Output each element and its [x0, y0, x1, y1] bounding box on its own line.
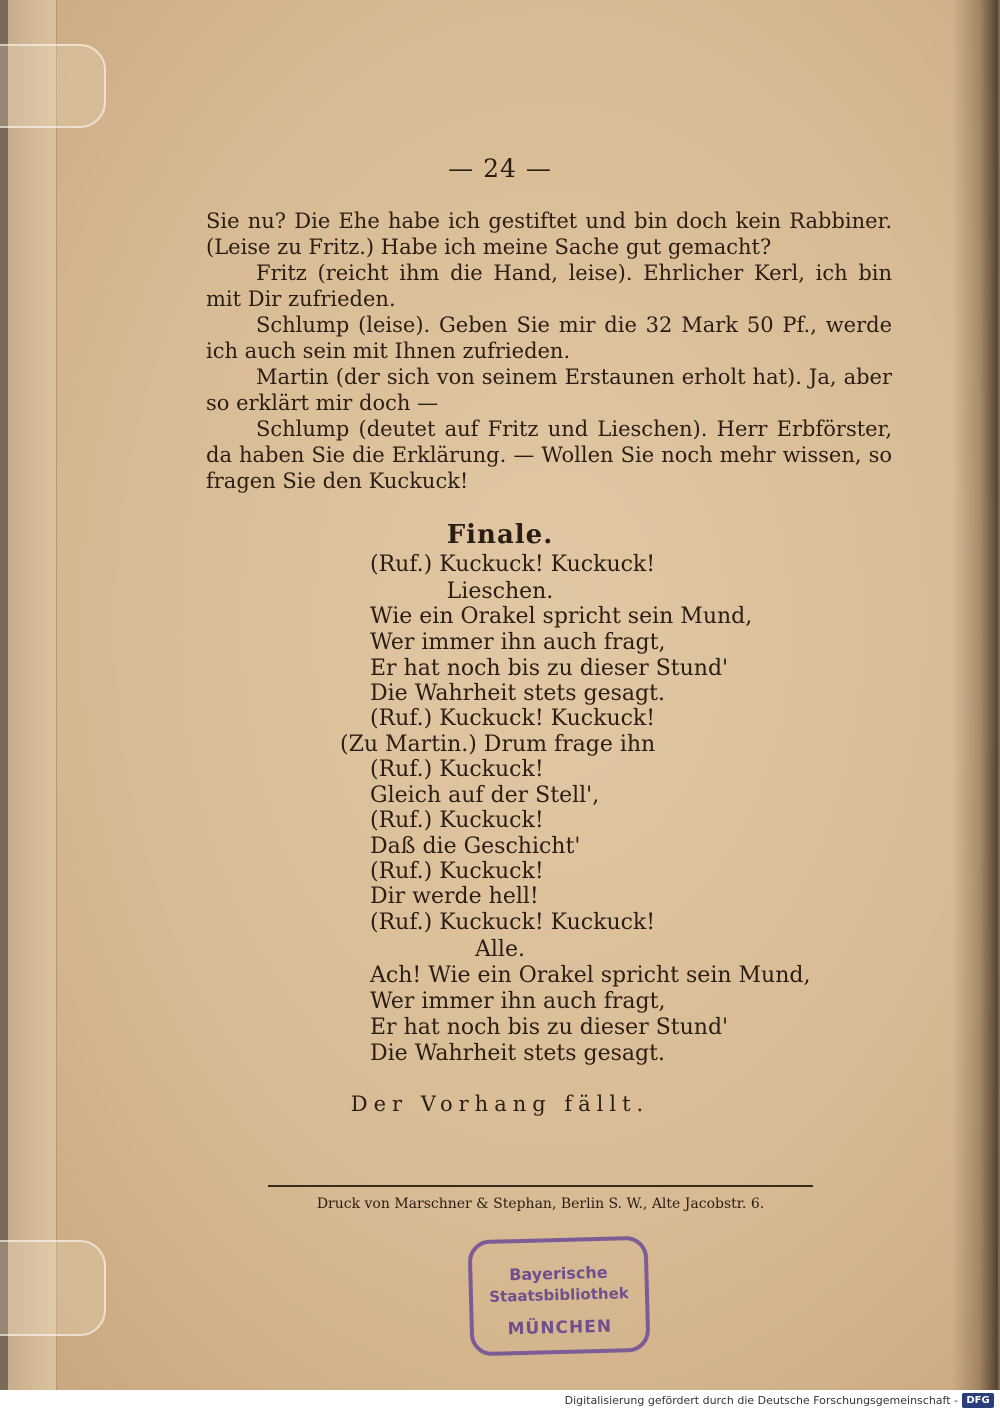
library-stamp [468, 1236, 651, 1357]
verse-line: (Ruf.) Kuckuck! [370, 808, 544, 833]
paragraph: Schlump (deutet auf Fritz und Lieschen). Herr Erbförster, da haben Sie die Erklärung. — Wollen Sie noch mehr wissen, so fragen Sie den Kuckuck! [206, 417, 892, 493]
clip-tab-top [0, 44, 106, 128]
verse-line: Daß die Geschicht' [370, 834, 581, 859]
finale-heading: Finale. [446, 520, 554, 550]
verse-line: Er hat noch bis zu dieser Stund' [370, 656, 729, 681]
stage-direction: Der Vorhang fällt. [350, 1092, 650, 1116]
digitization-footer [0, 1390, 1000, 1412]
stamp-line: Bayerische [508, 1262, 608, 1285]
paragraph: Fritz (reicht ihm die Hand, leise). Ehrlicher Kerl, ich bin mit Dir zufrieden. [206, 261, 892, 311]
verse-line: (Ruf.) Kuckuck! Kuckuck! [370, 706, 656, 731]
verse-line: Die Wahrheit stets gesagt. [370, 1041, 665, 1066]
page-number: — 24 — [448, 154, 552, 183]
verse-line: (Ruf.) Kuckuck! Kuckuck! [370, 552, 656, 577]
speaker-label: Lieschen. [446, 579, 554, 604]
spine-shadow [952, 0, 998, 1390]
stamp-line: MÜNCHEN [507, 1316, 613, 1340]
verse-line: (Ruf.) Kuckuck! [370, 757, 544, 782]
printer-imprint: Druck von Marschner & Stephan, Berlin S. W., Alte Jacobstr. 6. [316, 1196, 765, 1212]
footer-credit: Digitalisierung gefördert durch die Deutsche Forschungsgemeinschaft - [564, 1394, 958, 1407]
verse-line: Die Wahrheit stets gesagt. [370, 681, 665, 706]
verse-line: (Zu Martin.) Drum frage ihn [340, 732, 656, 757]
verse-line: Er hat noch bis zu dieser Stund' [370, 1015, 729, 1040]
verse-line: Wie ein Orakel spricht sein Mund, [370, 604, 753, 629]
paragraph: Martin (der sich von seinem Erstaunen erholt hat). Ja, aber so erklärt mir doch — [206, 365, 892, 415]
verse-line: Wer immer ihn auch fragt, [370, 630, 666, 655]
speaker-label: Alle. [475, 937, 525, 962]
verse-line: Gleich auf der Stell', [370, 783, 600, 808]
stamp-line: Staatsbibliothek [488, 1284, 629, 1306]
dfg-logo-icon: DFG [962, 1393, 994, 1408]
imprint-rule [268, 1185, 813, 1187]
clip-tab-bottom [0, 1240, 106, 1336]
paragraph: Schlump (leise). Geben Sie mir die 32 Mark 50 Pf., werde ich auch sein mit Ihnen zufrieden. [206, 313, 892, 363]
verse-line: (Ruf.) Kuckuck! [370, 859, 544, 884]
page-edge [8, 0, 57, 1390]
verse-line: Wer immer ihn auch fragt, [370, 989, 666, 1014]
verse-line: Ach! Wie ein Orakel spricht sein Mund, [370, 963, 811, 988]
dialogue-block [206, 208, 892, 494]
paragraph: Sie nu? Die Ehe habe ich gestiftet und bin doch kein Rabbiner. (Leise zu Fritz.) Habe ich meine Sache gut gemacht? [206, 209, 892, 259]
verse-line: (Ruf.) Kuckuck! Kuckuck! [370, 910, 656, 935]
verse-line: Dir werde hell! [370, 884, 539, 909]
